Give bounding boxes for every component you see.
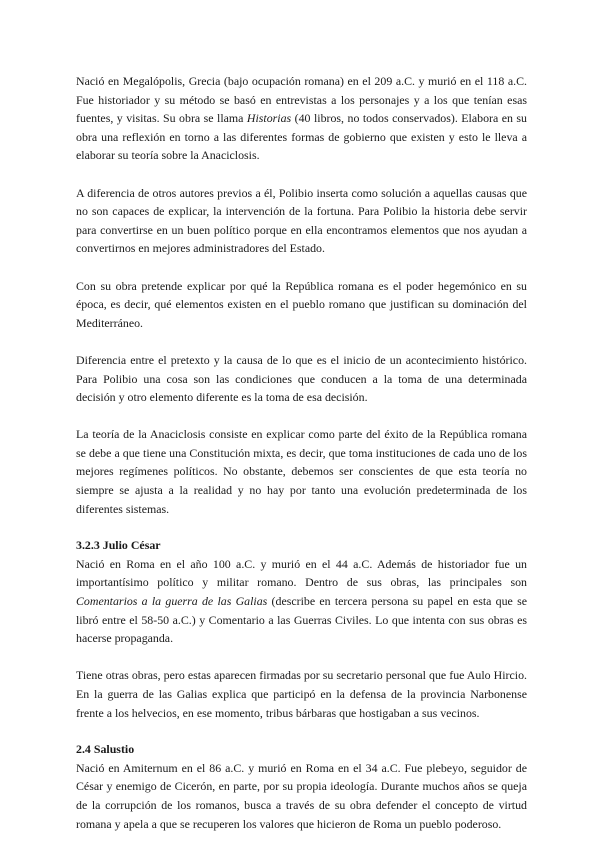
paragraph-text: (40 libros, no todos conservados). Elabora en su obra una reflexión en torno a las diferentes formas de gobierno que existen y esto le lleva a elaborar su teoría sobre la Anaciclosis. [76,111,527,163]
cesar-paragraph-1 [76,555,527,648]
polibio-paragraph-1 [76,72,527,165]
book-title-comentarios: Comentarios a la guerra de las Galias [76,594,268,609]
paragraph-text: Nació en Megalópolis, Grecia (bajo ocupación romana) en el 209 a.C. y murió en el 118 a.C. Fue historiador y su método se basó en entrevistas a los personajes y a los que tenían esas fuentes, y visitas. Su obra se llama [76,74,527,126]
polibio-paragraph-2: A diferencia de otros autores previos a él, Polibio inserta como solución a aquellas causas que no son capaces de explicar, la intervención de la fortuna. Para Polibio la historia debe servir para convertirse en un buen político porque en ella encontramos elementos que nos ayudan a convertirnos en mejores administradores del Estado. [76,185,527,256]
book-title-historias: Historias [246,111,292,126]
cesar-paragraph-2: Tiene otras obras, pero estas aparecen firmadas por su secretario personal que fue Aulo Hircio. En la guerra de las Galias explica que participó en la defensa de la provincia Narbonense frente a los helvecios, en ese momento, tribus bárbaras que hostigaban a sus vecinos. [76,668,527,720]
section-heading-julio-cesar: 3.2.3 Julio César [76,538,161,553]
polibio-paragraph-5: La teoría de la Anaciclosis consiste en explicar como parte del éxito de la República romana se debe a que tiene una Constitución mixta, es decir, que toma instituciones de cada uno de los mejores regímenes políticos. No obstante, debemos ser conscientes de que esta teoría no siempre se ajusta a la realidad y no hay por tanto una evolución predeterminada de los diferentes sistemas. [76,427,527,516]
salustio-paragraph-1: Nació en Amiternum en el 86 a.C. y murió en Roma en el 34 a.C. Fue plebeyo, seguidor de César y enemigo de Cicerón, en parte, por su propia ideología. Durante muchos años se queja de la corrupción de los romanos, busca a través de su obra defender el concepto de virtud romana y apela a que se recuperen los valores que hicieron de Roma un pueblo poderoso. [76,760,527,831]
section-heading-salustio: 2.4 Salustio [76,742,135,757]
polibio-paragraph-4: Diferencia entre el pretexto y la causa de lo que es el inicio de un acontecimiento histórico. Para Polibio una cosa son las condiciones que conducen a la toma de una determinada decisión y otro elemento diferente es la toma de esa decisión. [76,352,527,405]
paragraph-text: (describe en tercera persona su papel en esta que se libró entre el 58-50 a.C.) y Comentario a las Guerras Civiles. Lo que intenta con sus obras es hacerse propaganda. [76,594,527,646]
polibio-paragraph-3: Con su obra pretende explicar por qué la República romana es el poder hegemónico en su época, es decir, qué elementos existen en el pueblo romano que justifican su dominación del Mediterráneo. [76,278,527,330]
paragraph-text: Nació en Roma en el año 100 a.C. y murió en el 44 a.C. Además de historiador fue un importantísimo político y militar romano. Dentro de sus obras, las principales son [76,556,527,590]
